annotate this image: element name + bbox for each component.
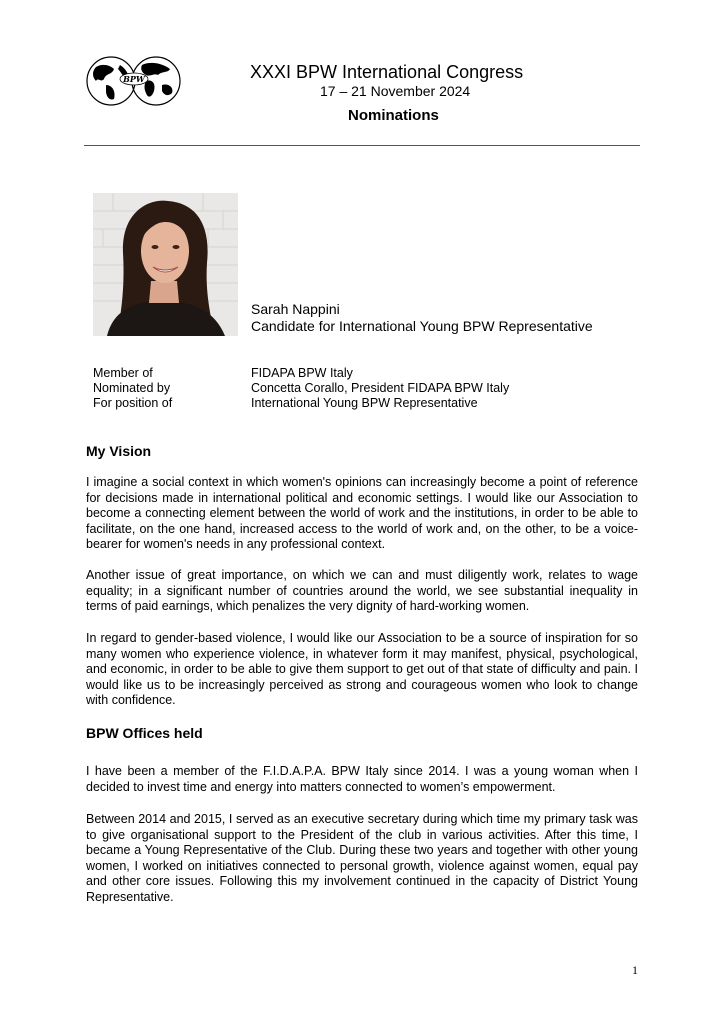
section-heading-offices: BPW Offices held xyxy=(86,725,203,741)
offices-paragraph: Between 2014 and 2015, I served as an executive secretary during which time my primary task was to give organisational support to the President of the club in various activities. After this time, I became a Young Representative of the Club. During these two years and together with other young women, I worked on initiatives connected to personal growth, violence against women, equal pay and other core issues. Following this my involvement continued in the capacity of District Young Representative. xyxy=(86,812,638,904)
logo-text: BPW xyxy=(123,74,145,84)
vision-paragraph: In regard to gender-based violence, I would like our Association to be a source of inspiration for so many women who experience violence, in whatever form it may manifest, physical, psychological, and economic, in order to be able to give them support to get out of that state of difficulty and pain. I would like us to be increasingly perceived as strong and courageous women who look to change with confidence. xyxy=(86,631,638,708)
info-value: Concetta Corallo, President FIDAPA BPW Italy xyxy=(251,381,510,395)
info-label: For position of xyxy=(93,396,173,410)
page-number: 1 xyxy=(632,963,638,977)
offices-paragraph: I have been a member of the F.I.D.A.P.A. BPW Italy since 2014. I was a young woman when I decided to invest time and energy into matters connected to women’s empowerment. xyxy=(86,764,638,794)
congress-title: XXXI BPW International Congress xyxy=(250,62,524,82)
vision-paragraph: I imagine a social context in which women's opinions can increasingly become a point of reference for decisions made in international political and economic settings. I would like our Association to become a connecting element between the world of work and the institutions, in order to be able to facilitate, on the one hand, increased access to the world of work and, on the other, to be a voice-bearer for women's needs in any professional context. xyxy=(86,475,638,552)
candidate-role: Candidate for International Young BPW Representative xyxy=(251,318,593,334)
info-label: Member of xyxy=(93,366,153,380)
candidate-photo xyxy=(93,193,238,336)
vision-paragraph: Another issue of great importance, on which we can and must diligently work, relates to wage equality; in a significant number of countries around the world, we see substantial inequality in terms of paid earnings, which penalizes the very dignity of hard-working women. xyxy=(86,568,638,614)
bpw-globe-logo xyxy=(84,55,184,107)
info-label: Nominated by xyxy=(93,381,171,395)
info-value: FIDAPA BPW Italy xyxy=(251,366,353,380)
congress-dates: 17 – 21 November 2024 xyxy=(320,83,471,99)
header-divider xyxy=(84,145,640,146)
info-value: International Young BPW Representative xyxy=(251,396,478,410)
page-subtitle: Nominations xyxy=(348,107,439,124)
section-heading-vision: My Vision xyxy=(86,443,152,459)
candidate-name: Sarah Nappini xyxy=(251,301,340,317)
